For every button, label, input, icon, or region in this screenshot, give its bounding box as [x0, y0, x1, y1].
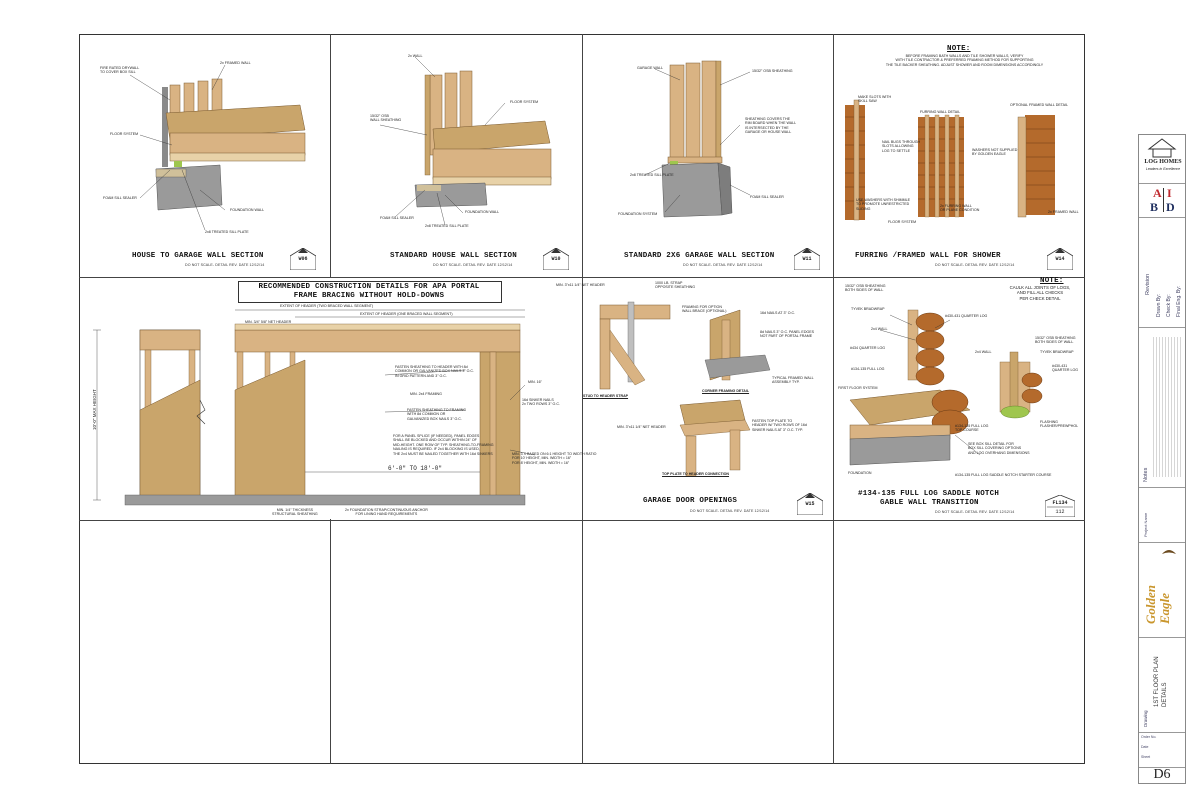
w06-label-foam: FOAM SILL SEALER	[103, 196, 137, 200]
fl134-label-osb: 15/32" OSB SHEATHING BOTH SIDES OF WALL	[845, 284, 886, 293]
portal-label-ftn1: FASTEN SHEATHING TO HEADER WITH 8d COMMON OR GALVANIZED BOX NAILS 3" O.C. IN GRID PATTERN AND 3" O.C.	[395, 365, 475, 378]
tb-date-label: Date	[1141, 745, 1149, 749]
w10-badge: W10	[543, 248, 569, 270]
w10-label-foundation: FOUNDATION WALL	[465, 210, 500, 214]
w14-label-slots: MAKE SLOTS WITH SKILL SAW	[858, 95, 892, 104]
tb-revision-label: Revision	[1145, 273, 1151, 295]
fl134-title-line2: GABLE WALL TRANSITION	[880, 499, 979, 507]
w10-title: STANDARD HOUSE WALL SECTION	[390, 252, 517, 260]
grid-line	[79, 277, 1085, 278]
sheet-number: D6	[1153, 767, 1171, 782]
fl134-label-first: FIRST FLOOR SYSTEM	[838, 386, 878, 390]
grid-line	[582, 34, 583, 764]
fl134-label-tyvek2: TYVEK BRADWRAP	[1040, 350, 1074, 354]
tb-logo-line2: Leaders in Excellence	[1145, 167, 1181, 171]
w15-label-fill: FRAMING FOR OPTION WALL BRACE (OPTIONAL)	[682, 305, 727, 314]
w06-label-framed: 2x FRAMED WALL	[220, 61, 251, 65]
w14-label-x4: 2x FURRING WALL OR PLANE CONDITION	[940, 204, 980, 213]
w06-label-treated: 2x8 TREATED SILL PLATE	[205, 230, 249, 234]
tb-order-label: Order No.	[1141, 735, 1157, 739]
fl134-label-q430: #430-431 QUARTER LOG	[1052, 364, 1079, 373]
fl134-label-topc: #134-135 FULL LOG TOP COURSE	[955, 424, 989, 433]
fl134-note-text: CAULK ALL JOINTS OF LOGS, AND FILL ALL CHECKS PER CHECK DETAIL	[1009, 285, 1071, 301]
fl134-label-quarter: #430-431 QUARTER LOG	[945, 314, 988, 318]
portal-title-line2: FRAME BRACING WITHOUT HOLD-DOWNS	[293, 292, 445, 300]
w14-badge: W14	[1047, 248, 1073, 270]
w15-badge: W15	[797, 493, 823, 515]
tb-drawn-by: Drawn By:	[1156, 293, 1162, 317]
tb-drawing-title: 1ST FLOOR PLAN DETAILS	[1154, 656, 1168, 707]
fl134-label-x4: 2x4 WALL	[871, 327, 888, 331]
w10-label-foam: FOAM SILL SEALER	[380, 216, 414, 220]
portal-label-ext2: EXTENT OF HEADER (TWO BRACED WALL SEGMENT)	[280, 304, 374, 308]
w15-label-hdr: MIN. 3"x11 1/4" NET HEADER	[556, 283, 605, 287]
title-block	[1138, 134, 1186, 784]
tb-check-by: Check By:	[1166, 294, 1172, 317]
portal-label-nail16: 16d SINKER NAILS 2x TWO ROWS 3" O.C.	[522, 398, 560, 407]
w11-badge: W11	[794, 248, 820, 270]
w11-title: STANDARD 2X6 GARAGE WALL SECTION	[624, 252, 775, 260]
grid-line	[833, 34, 834, 764]
portal-label-drawing: MIN. 1/4" THICKNESS STRUCTURAL SHEATHING	[272, 508, 318, 517]
w15-label-fasten: FASTEN TOP PLATE TO HEADER W/ TWO ROWS OF 16d SINKER NAILS AT 3" O.C. TYP.	[752, 419, 807, 432]
w15-label-strap: 1000 LB. STRAP OPPOSITE SHEATHING	[655, 281, 696, 290]
tb-aibd-cell	[1139, 183, 1185, 218]
aibd-b: B	[1150, 200, 1159, 214]
portal-title-line1: RECOMMENDED CONSTRUCTION DETAILS FOR APA PORTAL	[258, 283, 480, 291]
aibd-d: D	[1166, 200, 1175, 214]
fl134-label-osb2: 15/32" OSB SHEATHING BOTH SIDES OF WALL	[1035, 336, 1076, 345]
tb-sheet-label: Sheet	[1141, 755, 1151, 759]
portal-label-ftn2: FASTEN SHEATHING TO FRAMING WITH 8d COMMON OR GALVANIZED BOX NAILS 3" O.C.	[407, 408, 467, 421]
portal-label-span: 6'-0" TO 18'-0"	[388, 465, 443, 472]
tb-drawing-cell	[1139, 637, 1185, 733]
portal-drawing	[85, 300, 545, 515]
w11-label-osb: 15/32" OSB SHEATHING	[752, 69, 793, 73]
w11-subtitle: DO NOT SCALE- DETAIL REV. DATE 12/12/14	[683, 263, 763, 267]
w10-label-treated: 2x8 TREATED SILL PLATE	[425, 224, 469, 228]
w14-label-floor: FLOOR SYSTEM	[888, 220, 917, 224]
portal-label-ext1: EXTENT OF HEADER (ONE BRACED WALL SEGMENT)	[360, 312, 453, 316]
w06-subtitle: DO NOT SCALE- DETAIL REV. DATE 12/12/14	[185, 263, 265, 267]
grid-line	[79, 520, 1085, 521]
tb-order-cell	[1139, 732, 1185, 768]
fl134-label-tyvek: TYVEK BRADWRAP	[851, 307, 885, 311]
tb-final-by: Final Eng. By:	[1176, 285, 1182, 317]
w11-label-covers: SHEATHING COVERS THE RIM BOARD WHEN THE WALL IS INTERSECTED BY THE GARAGE OR HOUSE WALL	[745, 117, 797, 135]
w15-label-min3: MIN. 3"x11 1/4" NET HEADER	[617, 425, 666, 429]
w14-label-shims: WASHERS NOT SUPPLIED BY GOLDEN EAGLE	[972, 148, 1018, 157]
portal-label-min16: MIN. 16"	[528, 380, 542, 384]
w15-subtitle: DO NOT SCALE- DETAIL REV. DATE 12/12/14	[690, 509, 770, 513]
w15-label-top: TOP PLATE TO HEADER CONNECTION	[662, 472, 730, 476]
tb-brand-line1: Golden	[1143, 585, 1158, 624]
tb-notes-label: Notes	[1143, 467, 1149, 482]
w06-label-floor: FLOOR SYSTEM	[110, 132, 139, 136]
portal-label-max: 10'-0" MAX HEIGHT	[92, 389, 97, 430]
w10-label-wall: 2x WALL	[408, 54, 423, 58]
w11-label-treated: 2x8 TREATED SILL PLATE	[630, 173, 674, 177]
fl134-title-line1: #134-135 FULL LOG SADDLE NOTCH	[858, 490, 1000, 498]
fl134-note-title: NOTE:	[1040, 277, 1064, 285]
fl134-label-w434: #434 QUARTER LOG	[850, 346, 886, 350]
w06-drawing	[100, 45, 320, 245]
w15-title: GARAGE DOOR OPENINGS	[643, 497, 738, 505]
w11-label-garage: GARAGE WALL	[637, 66, 664, 70]
w14-subtitle: DO NOT SCALE- DETAIL REV. DATE 12/12/14	[935, 263, 1015, 267]
portal-label-min2: MIN. 2x4 FRAMING	[410, 392, 442, 396]
w11-label-foundation: FOUNDATION SYSTEM	[618, 212, 658, 216]
fl134-label-starter: #134-135 FULL LOG SADDLE NOTCH STARTER COURSE	[955, 473, 1052, 477]
tb-logo-cell	[1139, 135, 1185, 184]
w15-label-corner: CORNER FRAMING DETAIL	[702, 389, 750, 393]
w14-note-text: BEFORE FRAMING BATH WALLS AND TILE SHOWER WALLS, VERIFY WITH TILE CONTRACTOR & PREFERRED FRAMING METHOD FOR SUPPORTING THE TILE BACKER SHEATHING. ADJUST SHOWER AND ROOM DIMENSIONS ACCORDINGLY	[885, 54, 1044, 67]
w15-label-nails: 8d NAILS 3" O.C. PANEL EDGES NOT PART OF PORTAL FRAME	[760, 330, 815, 339]
w14-note-title: NOTE:	[947, 45, 971, 53]
w15-drawing	[590, 290, 830, 480]
tb-project-label: Project Name	[1143, 512, 1148, 537]
tb-drawing-label: Drawing	[1143, 710, 1148, 727]
w14-label-nail: NAIL BUGS THROUGH SLOTS ALLOWING LOG TO SETTLE	[882, 140, 921, 153]
log-homes-logo-icon	[1147, 137, 1177, 159]
portal-label-anchor: 2x FOUNDATION STRAP/CONTINUOUS ANCHOR FOR LINING HAND REQUIREMENTS	[345, 508, 428, 517]
w06-badge: W06	[290, 248, 316, 270]
w11-label-foam: FOAM SILL SEALER	[750, 195, 784, 199]
fl134-label-found: FOUNDATION	[848, 471, 872, 475]
tb-revision-cell	[1139, 217, 1185, 328]
w10-label-osb: 15/32" OSB WALL SHEATHING	[370, 114, 402, 123]
tb-brand-cell	[1139, 542, 1185, 638]
w14-label-optional: OPTIONAL FRAMED WALL DETAIL	[1010, 103, 1069, 107]
fl134-label-x4b: 2x4 WALL	[975, 350, 992, 354]
w06-title: HOUSE TO GARAGE WALL SECTION	[132, 252, 264, 260]
portal-label-hdr: MIN. 3/4" 5/8" NET HEADER	[245, 320, 292, 324]
portal-label-ftn3: FOR A PANEL SPLICE (IF NEEDED), PANEL EDGES SHALL BE BLOCKED AND OCCUR WITHIN 24" OF MID-HEIGHT. ONE ROW OF TYP. SHEATHING-TO-FRAMING NAILING IS REQUIRED. IF 2x4 BLOCKING IS USED, THE 2x4 MUST BE NAILED TOGETHER WITH 16d SINKERS	[393, 434, 494, 456]
tb-project-cell	[1139, 487, 1185, 543]
w14-label-furring: FURRING WALL DETAIL	[920, 110, 961, 114]
w06-label-fire: FIRE RATED DRYWALL TO COVER BOX SILL	[100, 66, 140, 75]
aibd-i: I	[1167, 186, 1172, 200]
fl134-label-see: SEE BOX SILL DETAIL FOR BOX SILL COVERING OPTIONS AND LOG OVERHANG DIMENSIONS	[968, 442, 1030, 455]
tb-logo-line1: LOG HOMES	[1144, 159, 1182, 165]
tb-brand-line2: Eagle	[1157, 592, 1172, 624]
fl134-label-full: #134-135 FULL LOG	[851, 367, 885, 371]
w14-label-washers: USE WASHERS WITH SHIMMLE TO PROMOTE UNRESTRICTED SLIDING	[856, 198, 910, 211]
w10-label-floor: FLOOR SYSTEM	[510, 100, 539, 104]
w06-label-foundation: FOUNDATION WALL	[230, 208, 265, 212]
fl134-badge: FL134 112	[1045, 495, 1075, 517]
w15-label-nail16: 16d NAILS AT 3" O.C.	[760, 311, 796, 315]
w15-label-stud: STUD TO HEADER STRAP	[583, 394, 629, 398]
w14-label-framed: 2x FRAMED WALL	[1048, 210, 1079, 214]
w10-drawing	[345, 45, 575, 245]
w15-label-typical: TYPICAL FRAMED WALL ASSEMBLY TYP.	[772, 376, 814, 385]
w10-subtitle: DO NOT SCALE- DETAIL REV. DATE 12/12/14	[433, 263, 513, 267]
fl134-subtitle: DO NOT SCALE- DETAIL REV. DATE 12/12/14	[935, 510, 1015, 514]
fl134-label-flash: FLASHING FLASHER/PREWPHOL	[1040, 420, 1079, 429]
aibd-a: A	[1153, 186, 1162, 200]
portal-label-ratio: MIN. 3 X BASED ON 6:1 HEIGHT TO WIDTH RATIO FOR 10' HEIGHT, MIN. WIDTH = 16" FOR 8' HEIGHT, MIN. WIDTH = 16"	[512, 452, 597, 465]
w14-title: FURRING /FRAMED WALL FOR SHOWER	[855, 252, 1001, 260]
tb-notes-cell	[1139, 327, 1185, 488]
eagle-icon	[1161, 546, 1177, 560]
